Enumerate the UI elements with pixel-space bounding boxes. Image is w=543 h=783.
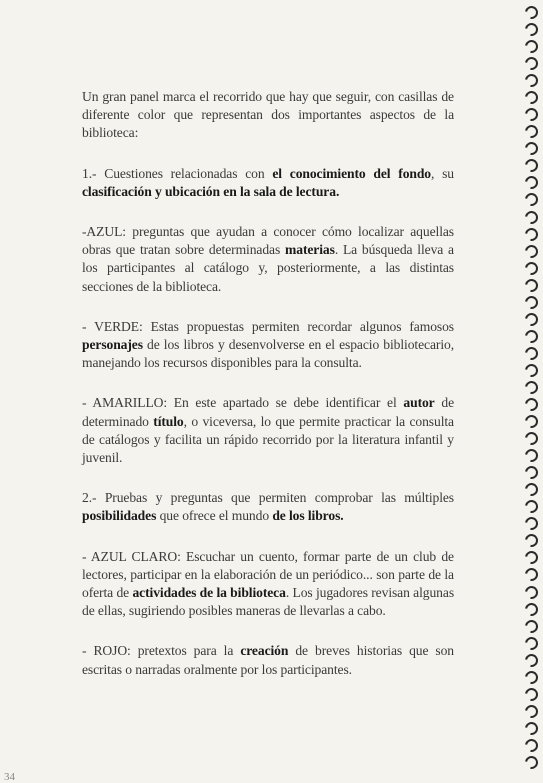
bold-phrase: título xyxy=(153,413,184,429)
spiral-ring xyxy=(522,276,540,294)
spiral-ring xyxy=(522,208,540,226)
paragraph xyxy=(82,318,454,373)
spiral-ring xyxy=(522,140,540,158)
spiral-ring xyxy=(522,327,540,345)
spiral-binding xyxy=(523,0,541,783)
spiral-ring xyxy=(522,532,540,550)
spiral-ring xyxy=(522,225,540,243)
bold-phrase: personajes xyxy=(82,337,143,353)
spiral-ring xyxy=(522,566,540,584)
spiral-ring xyxy=(522,753,540,771)
spiral-ring xyxy=(522,191,540,209)
text-run: 2.- Pruebas y preguntas que permiten comprobar las múltiples xyxy=(82,490,454,506)
bold-phrase: autor xyxy=(403,395,435,411)
body-text xyxy=(82,88,454,701)
spiral-ring xyxy=(522,89,540,107)
spiral-ring xyxy=(522,344,540,362)
page-number: 34 xyxy=(4,771,15,783)
spiral-ring xyxy=(522,293,540,311)
text-run: - VERDE: Estas propuestas permiten recordar algunos famosos xyxy=(82,318,454,334)
paragraph xyxy=(82,642,454,678)
spiral-ring xyxy=(522,685,540,703)
spiral-ring xyxy=(522,498,540,516)
spiral-ring xyxy=(522,38,540,56)
spiral-ring xyxy=(522,736,540,754)
bold-phrase: creación xyxy=(240,643,289,659)
spiral-ring xyxy=(522,174,540,192)
spiral-ring xyxy=(522,600,540,618)
spiral-ring xyxy=(522,651,540,669)
text-run: Un gran panel marca el recorrido que hay que seguir, con casillas de diferente color que representan dos importantes aspectos de la biblioteca: xyxy=(82,89,454,141)
spiral-ring xyxy=(522,668,540,686)
spiral-ring xyxy=(522,20,540,38)
spiral-ring xyxy=(522,242,540,260)
spiral-ring xyxy=(522,549,540,567)
text-run: de breves historias que son escritas o narradas oralmente por los participantes. xyxy=(82,643,455,677)
spiral-ring xyxy=(522,123,540,141)
text-run: de los libros y desenvolverse en el espacio bibliotecario, manejando los recursos disponibles para la consulta. xyxy=(82,337,454,371)
spiral-ring xyxy=(522,259,540,277)
spiral-ring xyxy=(522,719,540,737)
spiral-ring xyxy=(522,464,540,482)
spiral-ring xyxy=(522,702,540,720)
spiral-ring xyxy=(522,378,540,396)
paragraph xyxy=(82,489,454,525)
spiral-ring xyxy=(522,583,540,601)
spiral-ring xyxy=(522,447,540,465)
spiral-ring xyxy=(522,413,540,431)
spiral-ring xyxy=(522,430,540,448)
text-run: . La búsqueda lleva a los participantes al catálogo y, posteriormente, a las distintas secciones de la biblioteca. xyxy=(82,242,454,294)
bold-phrase: actividades de la biblioteca xyxy=(132,585,286,601)
spiral-ring xyxy=(522,106,540,124)
spiral-ring xyxy=(522,617,540,635)
spiral-ring xyxy=(522,515,540,533)
spiral-ring xyxy=(522,55,540,73)
bold-phrase: clasificación y ubicación en la sala de lectura. xyxy=(82,183,340,199)
text-run: -AZUL: preguntas que ayudan a conocer cómo localizar aquellas obras que tratan sobre determinadas xyxy=(82,224,454,258)
text-run: de determinado xyxy=(82,395,455,429)
paragraph xyxy=(82,223,454,296)
paragraph xyxy=(82,548,454,621)
bold-phrase: el conocimiento del fondo xyxy=(272,165,432,181)
spiral-ring xyxy=(522,72,540,90)
text-run: . Los jugadores revisan algunas de ellas, sugiriendo posibles maneras de llevarlas a cabo. xyxy=(82,585,455,619)
spiral-ring xyxy=(522,3,540,21)
text-run: , su xyxy=(431,165,455,181)
bold-phrase: de los libros. xyxy=(272,508,344,524)
spiral-ring xyxy=(522,481,540,499)
text-run: - AMARILLO: En este apartado se debe identificar el xyxy=(82,395,404,411)
text-run: que ofrece el mundo xyxy=(156,508,273,524)
text-run: - ROJO: pretextos para la xyxy=(82,643,241,659)
paragraph xyxy=(82,88,454,143)
bold-phrase: posibilidades xyxy=(82,508,157,524)
bold-phrase: materias xyxy=(285,242,335,258)
spiral-ring xyxy=(522,157,540,175)
spiral-ring xyxy=(522,310,540,328)
paragraph xyxy=(82,165,454,201)
text-run: , o viceversa, lo que permite practicar la consulta de catálogos y facilita un rápido recorrido por la literatura infantil y juvenil. xyxy=(82,413,454,466)
spiral-ring xyxy=(522,395,540,413)
paragraph xyxy=(82,394,454,467)
text-run: - AZUL CLARO: Escuchar un cuento, formar parte de un club de lectores, participar en la elaboración de un periódico... son parte de la oferta de xyxy=(82,548,454,601)
spiral-ring xyxy=(522,361,540,379)
text-run: 1.- Cuestiones relacionadas con xyxy=(82,165,273,181)
spiral-ring xyxy=(522,634,540,652)
